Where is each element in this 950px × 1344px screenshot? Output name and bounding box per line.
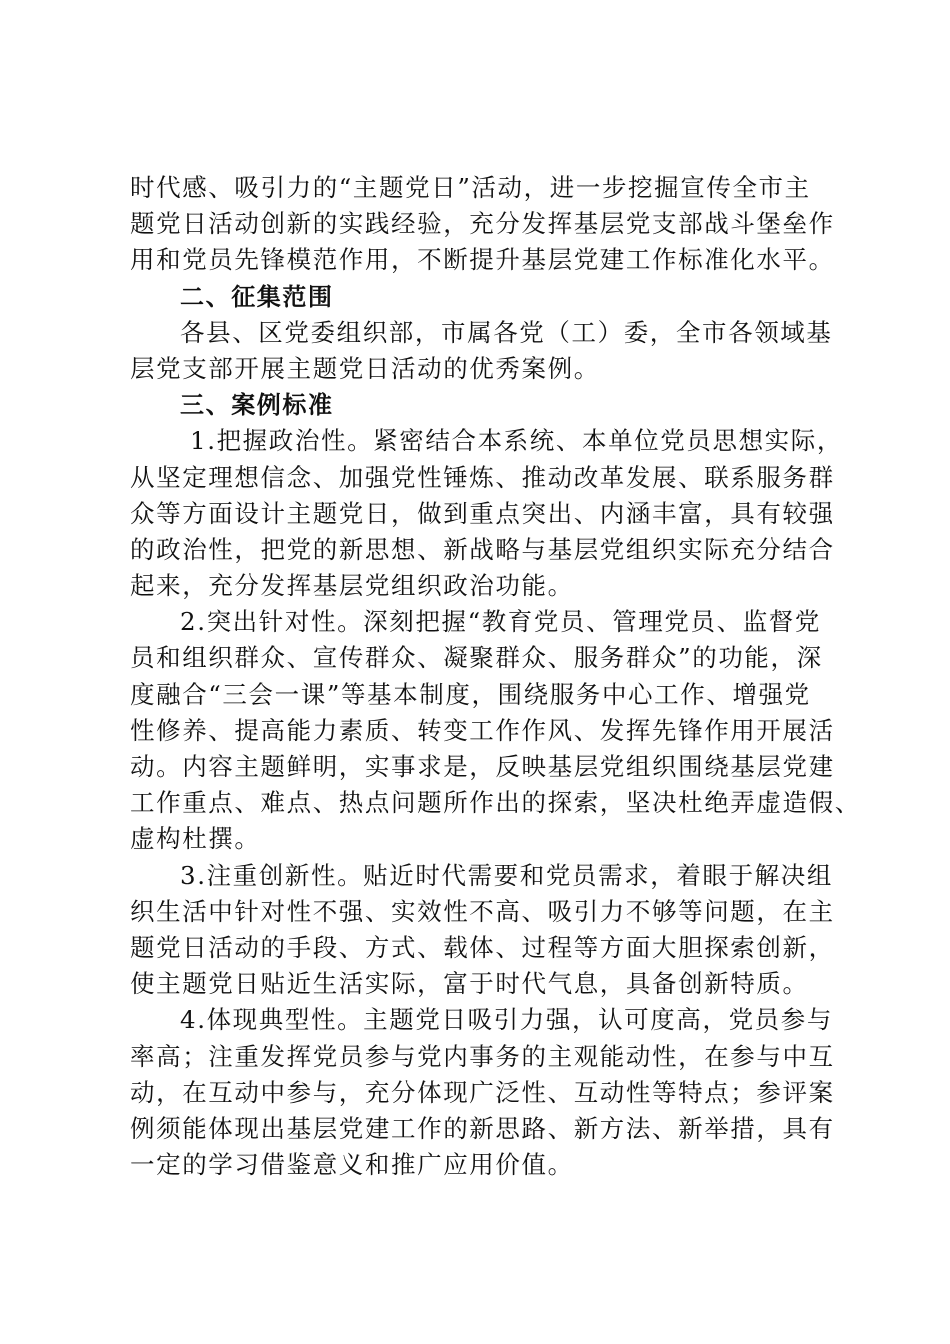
- section-heading-criteria: 三、案例标准: [180, 391, 334, 420]
- text-line: 动。内容主题鲜明，实事求是，反映基层党组织围绕基层党建: [130, 752, 835, 781]
- text-line: 起来，充分发挥基层党组织政治功能。: [130, 571, 574, 601]
- text-line: 用和党员先锋模范作用，不断提升基层党建工作标准化水平。: [130, 245, 835, 275]
- text-line: 时代感、吸引力的“主题党日”活动，进一步挖掘宣传全市主: [130, 173, 811, 202]
- text-line: 2.突出针对性。深刻把握“教育党员、管理党员、监督党: [180, 607, 821, 637]
- intro-paragraph: [130, 170, 835, 279]
- text-line: 题党日活动的手段、方式、载体、过程等方面大胆探索创新，: [130, 932, 835, 962]
- criteria-item-4: [130, 1002, 835, 1183]
- text-line: 众等方面设计主题党日，做到重点突出、内涵丰富，具有较强: [130, 498, 835, 528]
- text-line: 层党支部开展主题党日活动的优秀案例。: [130, 353, 600, 383]
- text-line: 虚构杜撰。: [130, 824, 261, 854]
- text-line: 织生活中针对性不强、实效性不高、吸引力不够等问题，在主: [130, 896, 835, 926]
- text-line: 4.体现典型性。主题党日吸引力强，认可度高，党员参与: [180, 1005, 833, 1035]
- text-line: 1.把握政治性。紧密结合本系统、本单位党员思想实际，: [190, 426, 843, 456]
- text-line: 员和组织群众、宣传群众、凝聚群众、服务群众”的功能，深: [130, 643, 823, 673]
- criteria-item-3: [130, 858, 835, 1003]
- text-line: 度融合“三会一课”等基本制度，围绕服务中心工作、增强党: [130, 679, 811, 709]
- text-line: 各县、区党委组织部，市属各党（工）委，全市各领域基: [180, 317, 833, 347]
- text-line: 使主题党日贴近生活实际，富于时代气息，具备创新特质。: [130, 969, 809, 999]
- text-line: 性修养、提高能力素质、转变工作作风、发挥先锋作用开展活: [130, 715, 835, 745]
- text-line: 率高；注重发挥党员参与党内事务的主观能动性，在参与中互: [130, 1041, 835, 1071]
- text-line: 的政治性，把党的新思想、新战略与基层党组织实际充分结合: [130, 534, 835, 564]
- criteria-item-2: [130, 604, 861, 857]
- text-line: 例须能体现出基层党建工作的新思路、新方法、新举措，具有: [130, 1113, 835, 1143]
- text-line: 一定的学习借鉴意义和推广应用价值。: [130, 1150, 574, 1180]
- scope-paragraph: [130, 315, 833, 387]
- text-line: 3.注重创新性。贴近时代需要和党员需求，着眼于解决组: [180, 860, 833, 890]
- text-line: 动，在互动中参与，充分体现广泛性、互动性等特点；参评案: [130, 1077, 835, 1107]
- criteria-item-1: [130, 423, 843, 604]
- section-heading-scope: 二、征集范围: [180, 282, 334, 311]
- text-line: 题党日活动创新的实践经验，充分发挥基层党支部战斗堡垒作: [130, 209, 835, 239]
- document-body: [130, 170, 861, 1183]
- text-line: 从坚定理想信念、加强党性锤炼、推动改革发展、联系服务群: [130, 462, 835, 492]
- text-line: 工作重点、难点、热点问题所作出的探索，坚决杜绝弄虚造假、: [130, 788, 861, 818]
